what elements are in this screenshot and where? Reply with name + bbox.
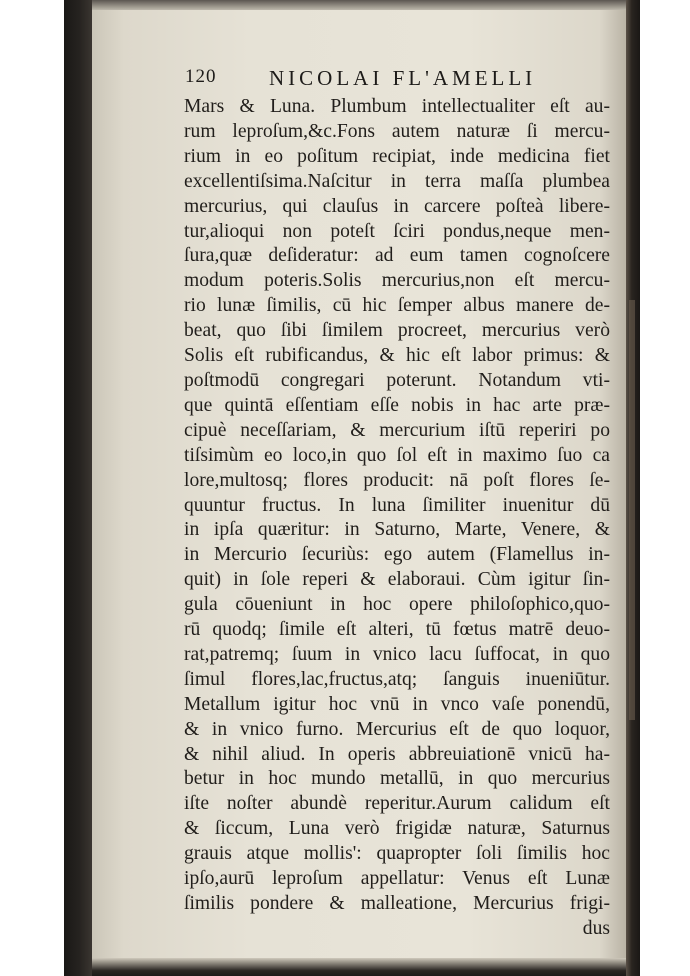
page-number: 120 bbox=[185, 66, 217, 87]
text-line: modum poteris.Solis mercurius,non eſt mercu- bbox=[184, 270, 610, 292]
text-line: rium in eo poſitum recipiat, inde medicina fiet bbox=[184, 145, 610, 167]
text-line: Metallum igitur hoc vnū in vnco vaſe ponendū, bbox=[184, 693, 610, 715]
text-line: grauis atque mollis': quapropter ſoli ſimilis hoc bbox=[184, 843, 610, 865]
running-head: NICOLAI FL'AMELLI bbox=[269, 66, 537, 90]
text-line: beat, quo ſibi ſimilem procreet, mercurius verò bbox=[184, 320, 610, 342]
page-bottom-shadow bbox=[92, 958, 626, 976]
page-header bbox=[185, 66, 605, 94]
text-line: rat,patremq; ſuum in vnico lacu ſuffocat, in quo bbox=[184, 643, 610, 665]
spine-mark bbox=[629, 300, 635, 720]
text-line: rū quodq; ſimile eſt alteri, tū fœtus matrē deuo- bbox=[184, 619, 610, 641]
text-line: mercurius, qui clauſus in carcere poſteà libere- bbox=[184, 195, 610, 217]
text-line: in Mercurio ſecuriùs: ego autem (Flamellus in- bbox=[184, 544, 610, 566]
text-line: rum leproſum,&c.Fons autem naturæ ſi mercu- bbox=[184, 120, 610, 142]
text-line: que quintā eſſentiam eſſe nobis in hac arte præ- bbox=[184, 394, 610, 416]
text-line: rio lunæ ſimilis, cū hic ſemper albus manere de- bbox=[184, 295, 610, 317]
text-line: Mars & Luna. Plumbum intellectualiter eſt au- bbox=[184, 96, 610, 117]
text-line: Solis eſt rubificandus, & hic eſt labor primus: & bbox=[184, 345, 610, 367]
text-line: in ipſa quæritur: in Saturno, Marte, Venere, & bbox=[184, 519, 610, 541]
text-line: betur in hoc mundo metallū, in quo mercurius bbox=[184, 768, 610, 790]
text-line: cipuè neceſſariam, & mercurium iſtū reperiri po bbox=[184, 419, 610, 441]
text-line: & nihil aliud. In operis abbreuiationē vnicū ha- bbox=[184, 743, 610, 765]
text-line: gula cōueniunt in hoc opere philoſophico,quo- bbox=[184, 594, 610, 616]
text-line: ſimilis pondere & malleatione, Mercurius frigi- bbox=[184, 893, 610, 914]
scan-left-edge bbox=[64, 0, 92, 976]
page-top-shadow bbox=[92, 0, 626, 10]
text-line: poſtmodū congregari poterunt. Notandum vti- bbox=[184, 369, 610, 391]
text-line: quit) in ſole reperi & elaboraui. Cùm igitur ſin- bbox=[184, 569, 610, 591]
text-line: & in vnico furno. Mercurius eſt de quo loquor, bbox=[184, 718, 610, 740]
text-line: quuntur fructus. In luna ſimiliter inuenitur dū bbox=[184, 494, 610, 516]
text-line: tur,alioqui non poteſt ſciri pondus,neque men- bbox=[184, 220, 610, 242]
book-spine-edge bbox=[626, 0, 640, 976]
catchword: dus bbox=[582, 917, 610, 939]
text-line: excellentiſsima.Naſcitur in terra maſſa plumbea bbox=[184, 170, 610, 192]
text-line: iſte noſter abundè reperitur.Aurum calidum eſt bbox=[184, 793, 610, 815]
text-line: tiſsimùm eo loco,in quo ſol eſt in maximo ſuo ca bbox=[184, 444, 610, 466]
text-line: lore,multosq; flores producit: nā poſt flores ſe- bbox=[184, 469, 610, 491]
text-line: ſimul flores,lac,fructus,atq; ſanguis inueniūtur. bbox=[184, 668, 610, 690]
text-line: ipſo,aurū leproſum appellatur: Venus eſt Lunæ bbox=[184, 868, 610, 890]
text-line: ſura,quæ deſideratur: ad eum tamen cognoſcere bbox=[184, 245, 610, 267]
text-line: & ſiccum, Luna verò frigidæ naturæ, Saturnus bbox=[184, 818, 610, 840]
body-text bbox=[184, 95, 610, 942]
